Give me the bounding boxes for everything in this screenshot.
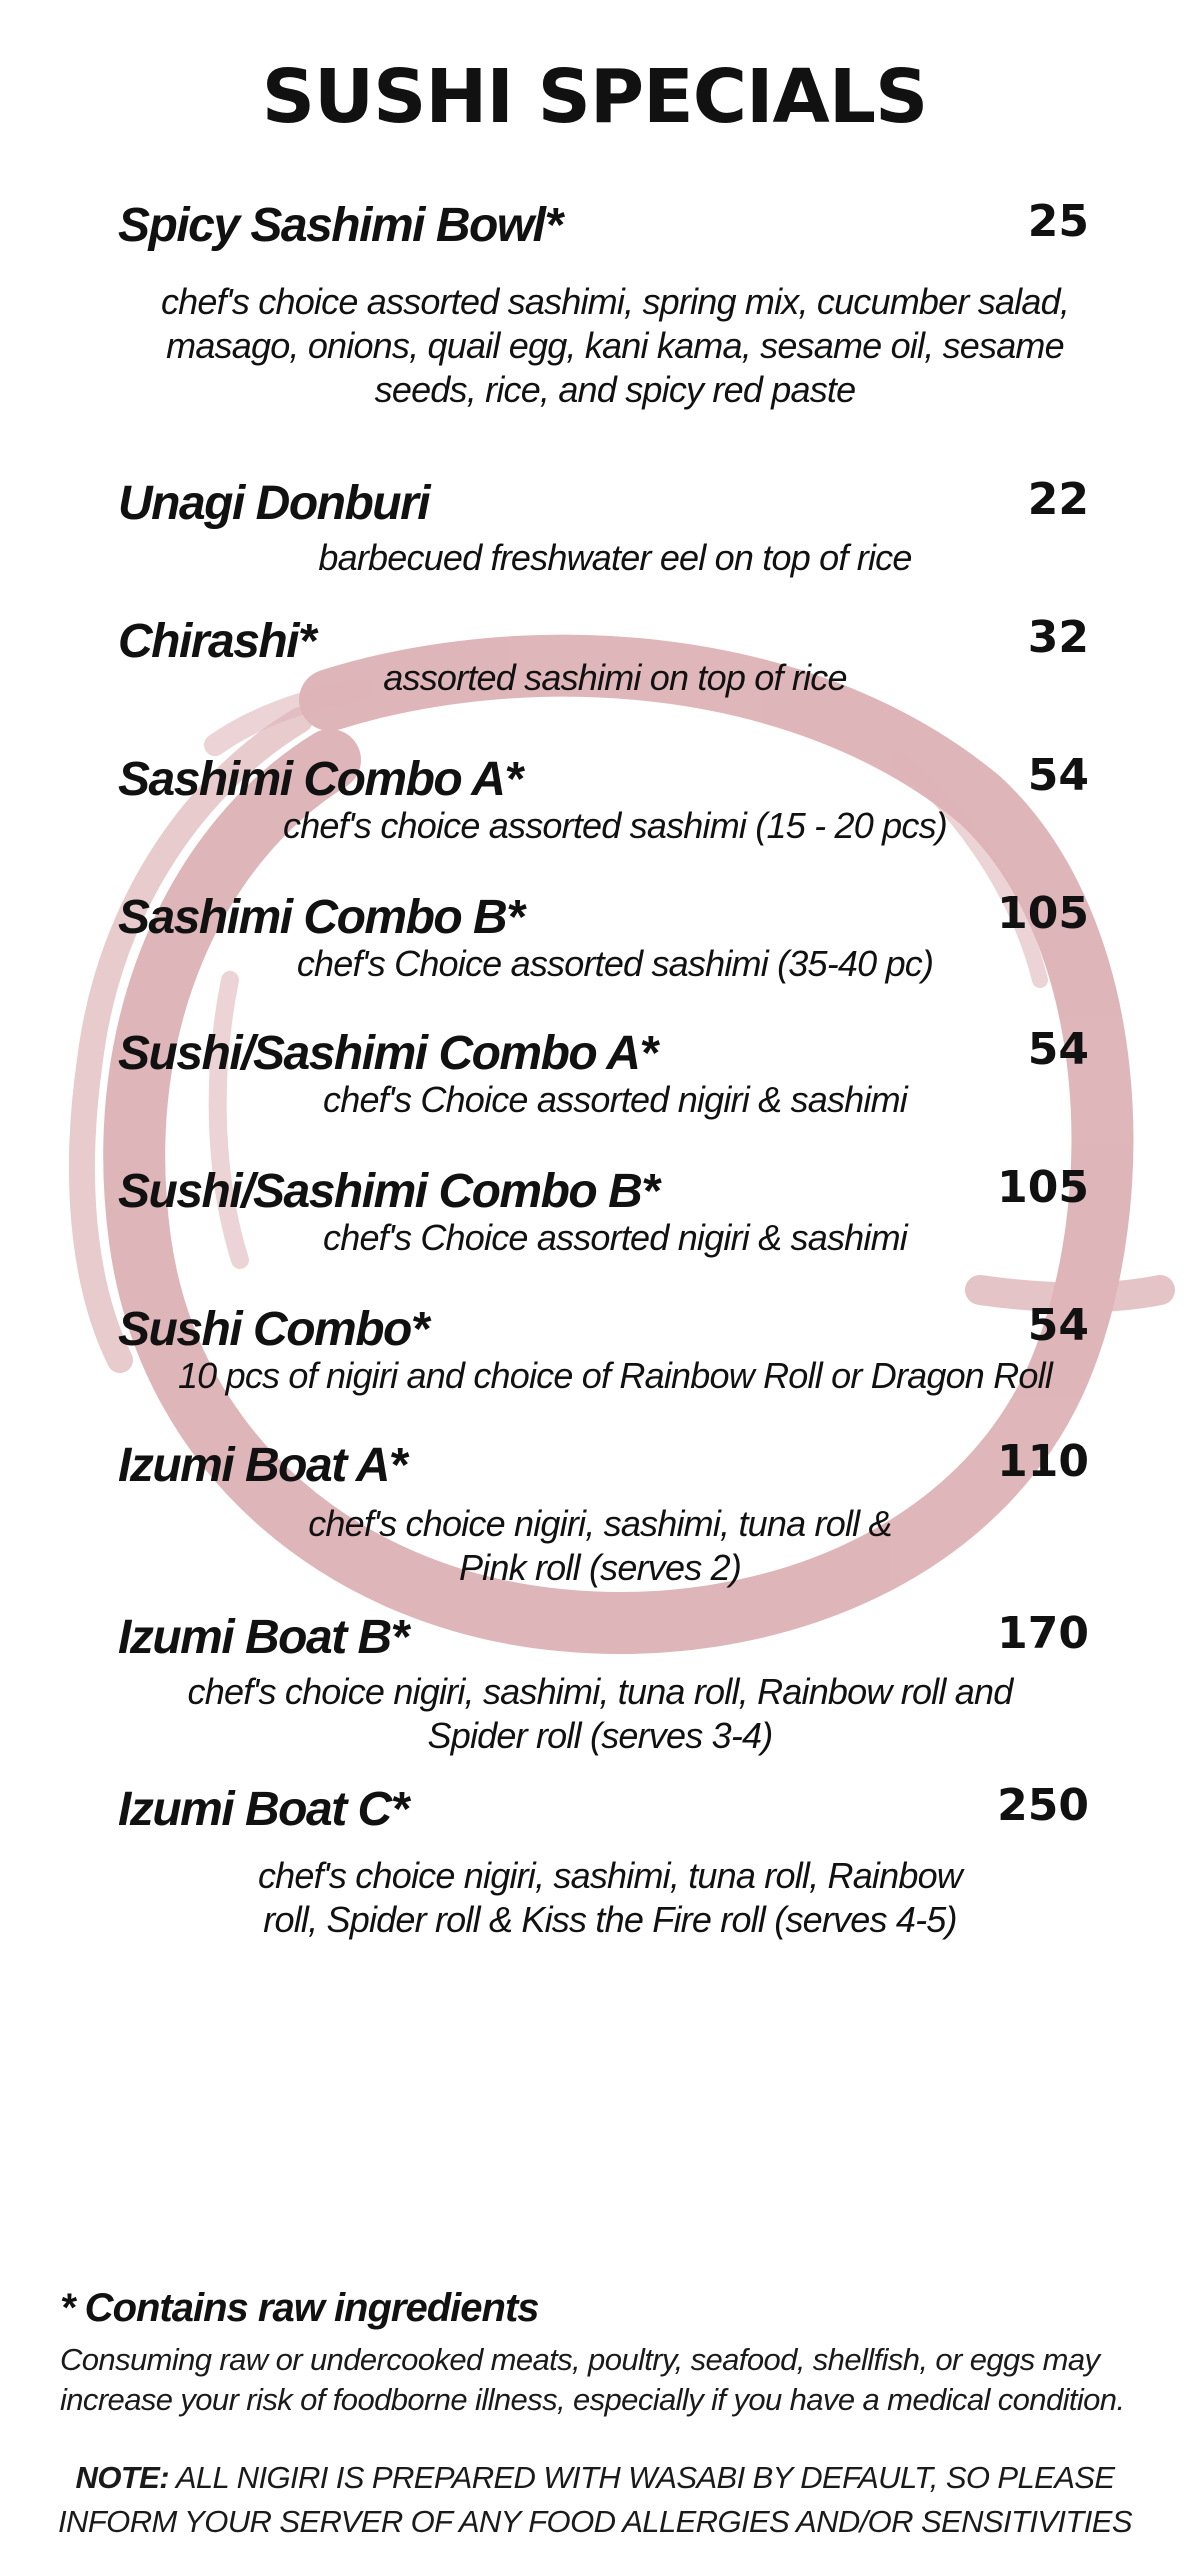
menu-item-description: 10 pcs of nigiri and choice of Rainbow Roll or Dragon Roll (177, 1355, 1053, 1396)
menu-item-name: Unagi Donburi (118, 477, 430, 530)
menu-item-price: 250 (997, 1780, 1089, 1831)
menu-item-name: Izumi Boat A* (118, 1439, 407, 1492)
menu-item-price: 170 (997, 1608, 1089, 1659)
menu-item-description: chef's choice nigiri, sashimi, tuna roll & Pink roll (serves 2) (308, 1503, 892, 1588)
menu-item-price: 105 (997, 1162, 1089, 1213)
menu-item-name: Spicy Sashimi Bowl* (118, 199, 562, 252)
menu-item-name: Sushi/Sashimi Combo B* (118, 1165, 659, 1218)
page-title: SUSHI SPECIALS (261, 54, 928, 140)
menu-item-price: 25 (1027, 196, 1089, 247)
note-label: NOTE: (75, 2460, 169, 2495)
menu-item-description: chef's choice assorted sashimi, spring mix, cucumber salad, masago, onions, quail egg, kani kama, sesame oil, sesame seeds, rice, and spicy red paste (160, 281, 1070, 410)
menu-item-price: 54 (1027, 750, 1089, 801)
menu-item-price: 22 (1027, 474, 1089, 525)
menu-item-price: 105 (997, 888, 1089, 939)
menu-item-name: Sashimi Combo A* (118, 753, 522, 806)
menu-item-description: chef's choice nigiri, sashimi, tuna roll, Rainbow roll and Spider roll (serves 3-4) (187, 1671, 1013, 1756)
menu-item-description: chef's Choice assorted sashimi (35-40 pc) (296, 943, 934, 984)
menu-item-name: Izumi Boat B* (118, 1611, 408, 1664)
menu-item-description: chef's choice assorted sashimi (15 - 20 pcs) (283, 805, 947, 846)
menu-item-price: 110 (997, 1436, 1089, 1487)
wasabi-allergy-note (50, 2456, 1140, 2544)
menu-item-name: Sushi/Sashimi Combo A* (118, 1027, 657, 1080)
menu-item-name: Izumi Boat C* (118, 1783, 408, 1836)
menu-item-price: 54 (1027, 1300, 1089, 1351)
menu-item-price: 32 (1027, 612, 1089, 663)
menu-item-description: chef's Choice assorted nigiri & sashimi (323, 1079, 907, 1120)
menu-item-description: barbecued freshwater eel on top of rice (318, 537, 912, 578)
menu-item-description: assorted sashimi on top of rice (383, 657, 847, 698)
menu-item-name: Sashimi Combo B* (118, 891, 524, 944)
menu-item-name: Chirashi* (118, 615, 316, 668)
menu-item-description: chef's choice nigiri, sashimi, tuna roll, Rainbow roll, Spider roll & Kiss the Fire roll (serves 4-5) (257, 1855, 962, 1940)
menu-item-description: chef's Choice assorted nigiri & sashimi (323, 1217, 907, 1258)
menu-item-price: 54 (1027, 1024, 1089, 1075)
menu-item-name: Sushi Combo* (118, 1303, 429, 1356)
raw-ingredients-note: * Contains raw ingredients (60, 2286, 539, 2330)
foodborne-illness-warning: Consuming raw or undercooked meats, poultry, seafood, shellfish, or eggs may increase your risk of foodborne illness, especially if you have a medical condition. (60, 2342, 1125, 2417)
note-text: ALL NIGIRI IS PREPARED WITH WASABI BY DEFAULT, SO PLEASE INFORM YOUR SERVER OF ANY FOOD ALLERGIES AND/OR SENSITIVITIES (58, 2460, 1132, 2539)
